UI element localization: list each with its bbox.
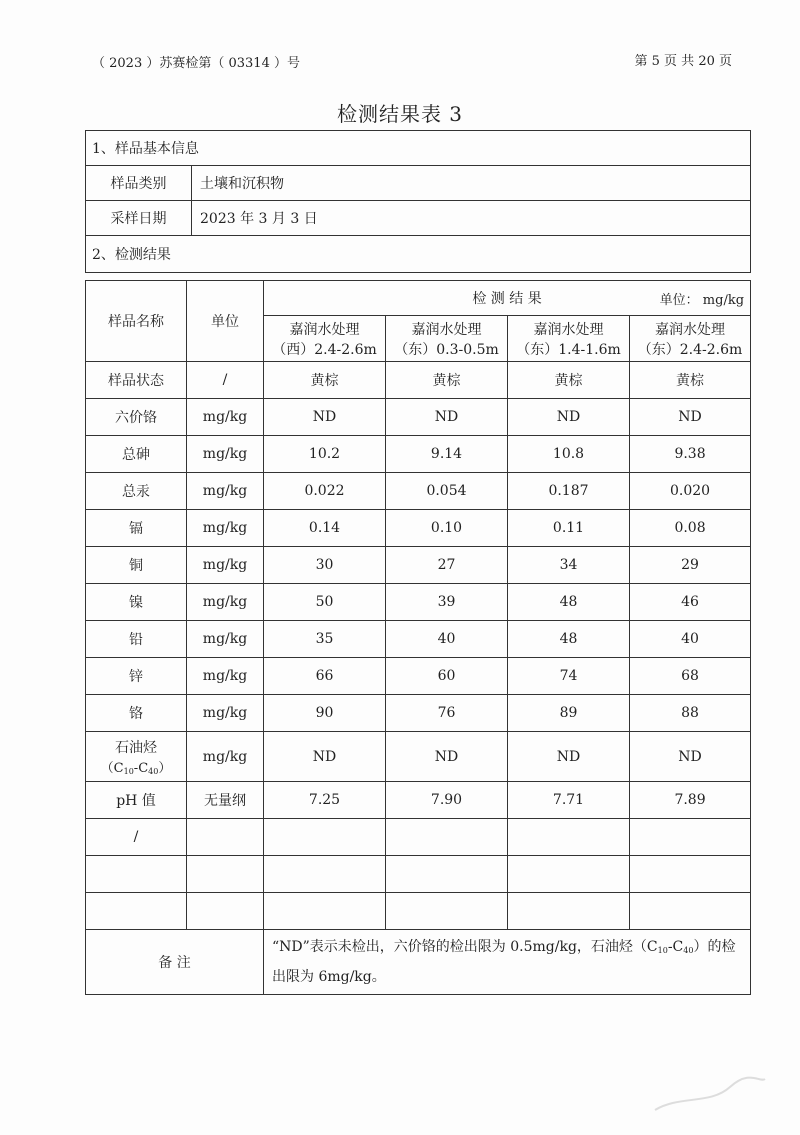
- sample-header: 嘉润水处理 （东）1.4-1.6m: [508, 316, 630, 362]
- row-unit: [187, 893, 264, 930]
- page-title: 检测结果表 3: [336, 102, 464, 126]
- row-name: 铜: [86, 547, 187, 584]
- cell-value: 88: [630, 695, 751, 732]
- cell-value: 7.25: [264, 782, 386, 819]
- results-header-label: 检 测 结 果: [472, 291, 542, 307]
- cell-value: 30: [264, 547, 386, 584]
- cell-value: 黄棕: [264, 362, 386, 399]
- cell-value: 40: [630, 621, 751, 658]
- cell-value: 9.38: [630, 436, 751, 473]
- row-name: 总砷: [86, 436, 187, 473]
- cell-value: 0.08: [630, 510, 751, 547]
- date-value: 2023 年 3 月 3 日: [192, 201, 751, 236]
- results-header: [264, 281, 751, 316]
- cell-value: 9.14: [386, 436, 508, 473]
- cell-value: 90: [264, 695, 386, 732]
- cell-value: 60: [386, 658, 508, 695]
- cell-value: ND: [386, 732, 508, 782]
- row-unit: mg/kg: [187, 473, 264, 510]
- cell-value: 7.71: [508, 782, 630, 819]
- row-unit: /: [187, 362, 264, 399]
- date-label: 采样日期: [86, 201, 192, 236]
- unit-note: 单位： mg/kg: [659, 293, 745, 308]
- page-info: 第 5 页 共 20 页: [634, 54, 732, 69]
- row-unit: mg/kg: [187, 621, 264, 658]
- row-unit: mg/kg: [187, 658, 264, 695]
- cell-value: 50: [264, 584, 386, 621]
- sample-header: 嘉润水处理 （东）0.3-0.5m: [386, 316, 508, 362]
- cell-value: [630, 819, 751, 856]
- cell-value: [508, 819, 630, 856]
- cell-value: [508, 893, 630, 930]
- section-title-results: 2、检测结果: [86, 236, 751, 273]
- sample-info-table: [85, 130, 751, 273]
- handwriting-scribble: [650, 1075, 770, 1115]
- cell-value: 0.054: [386, 473, 508, 510]
- table-row: [86, 819, 751, 856]
- table-row: [86, 782, 751, 819]
- row-name: 六价铬: [86, 399, 187, 436]
- cell-value: [264, 856, 386, 893]
- cell-value: 7.90: [386, 782, 508, 819]
- row-unit: mg/kg: [187, 584, 264, 621]
- table-row: [86, 584, 751, 621]
- cell-value: 0.10: [386, 510, 508, 547]
- cell-value: 7.89: [630, 782, 751, 819]
- sample-header: 嘉润水处理 （东）2.4-2.6m: [630, 316, 751, 362]
- remark-text: “ND”表示未检出，六价铬的检出限为 0.5mg/kg，石油烃$(C_{10}-C_{40})$的检出限为 6mg/kg。: [264, 930, 751, 995]
- cell-value: 89: [508, 695, 630, 732]
- cell-value: 0.14: [264, 510, 386, 547]
- cell-value: 46: [630, 584, 751, 621]
- cell-value: [386, 819, 508, 856]
- cell-value: [630, 893, 751, 930]
- table-row: [86, 547, 751, 584]
- row-name: [86, 893, 187, 930]
- row-unit: mg/kg: [187, 436, 264, 473]
- row-name: 镉: [86, 510, 187, 547]
- row-unit: [187, 819, 264, 856]
- section-title-basic: 1、样品基本信息: [86, 131, 751, 166]
- row-unit: mg/kg: [187, 399, 264, 436]
- table-row: [86, 695, 751, 732]
- table-row: [86, 362, 751, 399]
- cell-value: 40: [386, 621, 508, 658]
- cell-value: 0.187: [508, 473, 630, 510]
- row-name: 铅: [86, 621, 187, 658]
- cell-value: 10.2: [264, 436, 386, 473]
- results-table: [85, 280, 751, 995]
- cell-value: ND: [630, 399, 751, 436]
- cell-value: 48: [508, 621, 630, 658]
- row-unit: [187, 856, 264, 893]
- row-unit: mg/kg: [187, 547, 264, 584]
- cell-value: [630, 856, 751, 893]
- remark-row: [86, 930, 751, 995]
- cell-value: ND: [264, 399, 386, 436]
- cell-value: [264, 893, 386, 930]
- table-row: [86, 436, 751, 473]
- cell-value: ND: [264, 732, 386, 782]
- table-row: [86, 510, 751, 547]
- cell-value: [386, 856, 508, 893]
- cell-value: ND: [630, 732, 751, 782]
- document-number: （ 2023 ）苏赛检第（ 03314 ）号: [92, 56, 300, 71]
- name-header: 样品名称: [86, 281, 187, 362]
- cell-value: 66: [264, 658, 386, 695]
- cell-value: ND: [508, 399, 630, 436]
- row-unit: mg/kg: [187, 732, 264, 782]
- cell-value: [264, 819, 386, 856]
- cell-value: 35: [264, 621, 386, 658]
- table-row: [86, 856, 751, 893]
- row-name: 总汞: [86, 473, 187, 510]
- sample-header: 嘉润水处理 （西）2.4-2.6m: [264, 316, 386, 362]
- table-row: [86, 399, 751, 436]
- cell-value: 48: [508, 584, 630, 621]
- category-value: 土壤和沉积物: [192, 166, 751, 201]
- cell-value: 0.022: [264, 473, 386, 510]
- cell-value: 27: [386, 547, 508, 584]
- row-unit: mg/kg: [187, 510, 264, 547]
- cell-value: 76: [386, 695, 508, 732]
- cell-value: 黄棕: [386, 362, 508, 399]
- row-unit: mg/kg: [187, 695, 264, 732]
- row-name: /: [86, 819, 187, 856]
- row-name: [86, 732, 187, 782]
- row-name: 样品状态: [86, 362, 187, 399]
- cell-value: 黄棕: [508, 362, 630, 399]
- cell-value: [386, 893, 508, 930]
- cell-value: 0.020: [630, 473, 751, 510]
- cell-value: 74: [508, 658, 630, 695]
- row-name: 锌: [86, 658, 187, 695]
- cell-value: 0.11: [508, 510, 630, 547]
- remark-label: 备 注: [86, 930, 264, 995]
- cell-value: 黄棕: [630, 362, 751, 399]
- table-row: [86, 473, 751, 510]
- category-label: 样品类别: [86, 166, 192, 201]
- cell-value: 34: [508, 547, 630, 584]
- petroleum-range: $(C_{10}-C_{40})$: [100, 761, 172, 776]
- row-name: pH 值: [86, 782, 187, 819]
- unit-header: 单位: [187, 281, 264, 362]
- table-row: [86, 621, 751, 658]
- petroleum-name: 石油烃: [115, 740, 157, 756]
- cell-value: 39: [386, 584, 508, 621]
- row-name: [86, 856, 187, 893]
- cell-value: 29: [630, 547, 751, 584]
- cell-value: ND: [508, 732, 630, 782]
- table-row: [86, 658, 751, 695]
- cell-value: 68: [630, 658, 751, 695]
- cell-value: [508, 856, 630, 893]
- table-row: [86, 732, 751, 782]
- row-unit: 无量纲: [187, 782, 264, 819]
- table-row: [86, 893, 751, 930]
- cell-value: 10.8: [508, 436, 630, 473]
- cell-value: ND: [386, 399, 508, 436]
- row-name: 镍: [86, 584, 187, 621]
- row-name: 铬: [86, 695, 187, 732]
